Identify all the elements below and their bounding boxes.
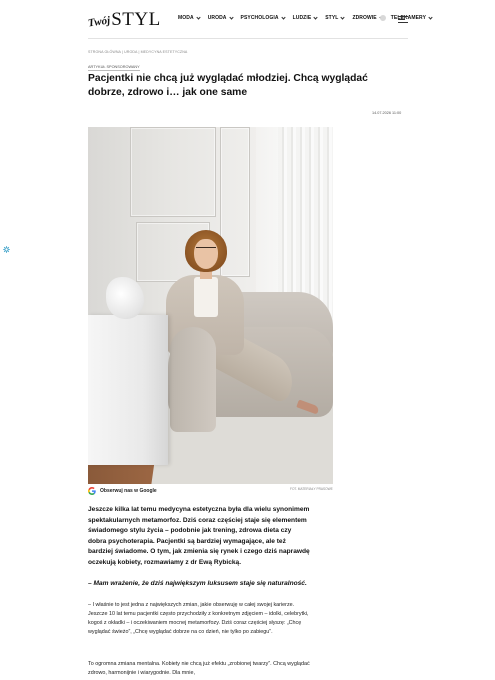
- site-logo[interactable]: [88, 9, 161, 31]
- nav-item-telekamery[interactable]: TELEKAMERY: [391, 15, 432, 21]
- accessibility-gear-icon[interactable]: [3, 246, 10, 253]
- logo-main: STYL: [111, 9, 161, 30]
- chevron-down-icon: [229, 15, 233, 19]
- photo-credit: FOT. MATERIAŁY PRASOWE: [290, 487, 333, 491]
- chevron-down-icon: [281, 15, 285, 19]
- chevron-down-icon: [314, 15, 318, 19]
- interview-question: – Mam wrażenie, że dziś największym luksusem staje się naturalność.: [88, 580, 307, 587]
- article-paragraph: – I właśnie to jest jedna z największych zmian, jakie obserwuję w całej swojej karierze. Jeszcze 10 lat temu pacjentki często przychodziły z konkretnym zdjęciem – idolki, celebrytki, kogoś z okładki – i oczekiwaniem mocnej metamorfozy. Dziś coraz częściej słyszę: „Chcę wyglądać świeżo”, „Chcę wyglądać dobrze na co dzień, nie tylko po zabiegu”.: [88, 602, 309, 635]
- chevron-down-icon: [428, 15, 432, 19]
- nav-item-zdrowie[interactable]: ZDROWIE: [352, 15, 382, 21]
- google-icon: [88, 487, 96, 495]
- site-header: [0, 0, 495, 40]
- chevron-down-icon: [341, 15, 345, 19]
- google-follow-text: Obserwuj nas w Google: [100, 488, 157, 494]
- sponsored-tag: ARTYKUŁ SPONSOROWANY: [88, 65, 140, 69]
- article-paragraph: To ogromna zmiana mentalna. Kobiety nie chcą już efektu „zrobionej twarzy”. Chcą wyglądać zdrowo, harmonijnie i wiarygodnie. Dla mnie,: [88, 661, 310, 676]
- header-divider: [88, 38, 408, 39]
- google-follow-link[interactable]: [88, 487, 157, 495]
- article-lead: Jeszcze kilka lat temu medycyna estetyczna była dla wielu synonimem spektakularnych metamorfoz. Dziś coraz częściej staje się elementem świadomego stylu życia – podobnie jak trening, zdrowa dieta czy dobra psychoterapia. Pacjentki są bardziej wymagające, ale też bardziej świadome. O tym, jak zmienia się rynek i czego dziś naprawdę oczekują kobiety, rozmawiamy z dr Ewą Rybicką.: [88, 506, 310, 566]
- nav-item-styl[interactable]: STYL: [325, 15, 344, 21]
- breadcrumb[interactable]: STRONA GŁÓWNA | URODA | MEDYCYNA ESTETYCZNA: [88, 50, 188, 54]
- nav-item-moda[interactable]: MODA: [178, 15, 200, 21]
- publish-date: 14.07.2026 11:00: [372, 111, 402, 115]
- user-avatar-icon[interactable]: [380, 15, 386, 21]
- article-title: Pacjentki nie chcą już wyglądać młodziej. Chcą wyglądać dobrze, zdrowo i… jak one same: [88, 73, 368, 98]
- article-hero-image: [88, 127, 333, 484]
- chevron-down-icon: [196, 15, 200, 19]
- logo-prefix: Twój: [87, 14, 111, 30]
- hamburger-menu-icon[interactable]: [398, 16, 408, 23]
- nav-item-ludzie[interactable]: LUDZIE: [293, 15, 318, 21]
- nav-item-uroda[interactable]: URODA: [208, 15, 233, 21]
- nav-item-psychologia[interactable]: PSYCHOLOGIA: [241, 15, 285, 21]
